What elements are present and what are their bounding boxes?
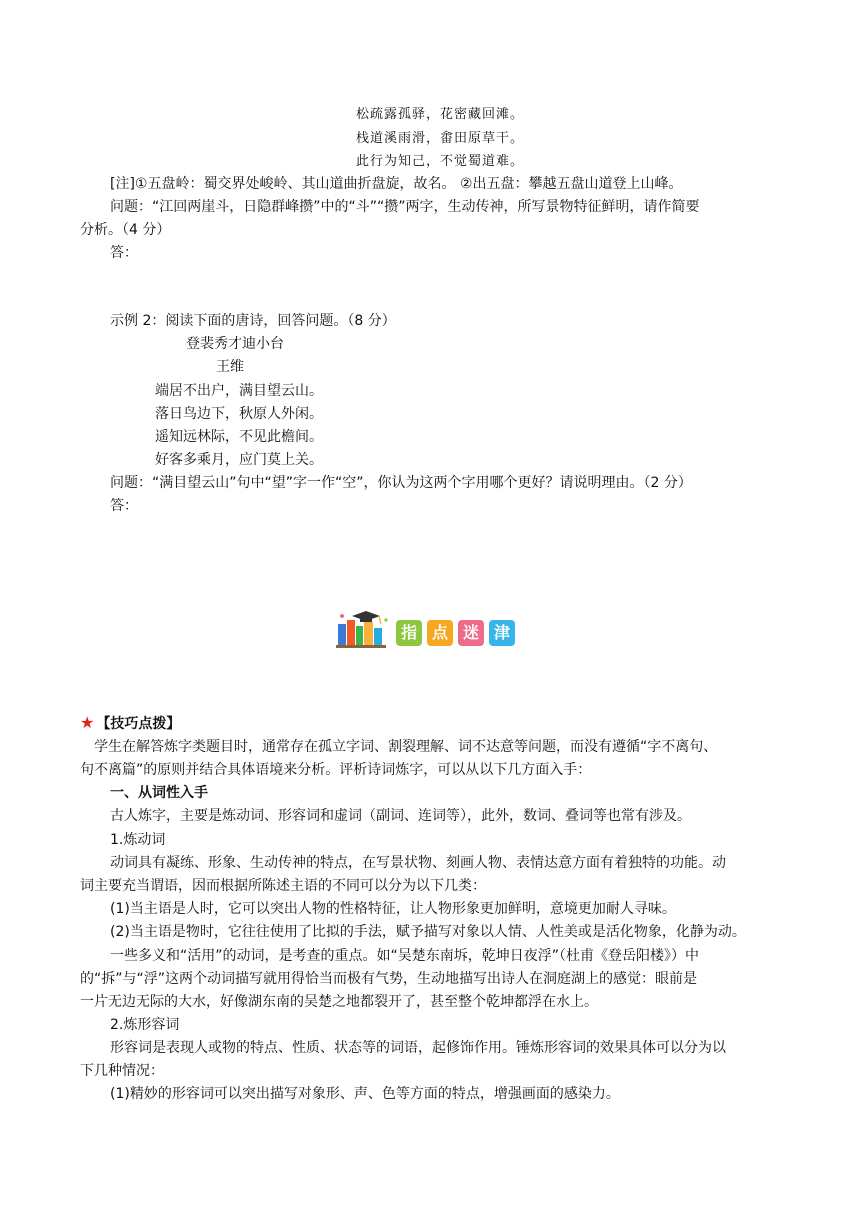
tips-para3-line-2: 词主要充当谓语，因而根据所陈述主语的不同可以分为以下几类： [80,878,486,894]
subheading-adjectives: 2.炼形容词 [110,1017,180,1033]
example2-answer-label: 答： [110,498,138,514]
tips-para5-line-2: 下几种情况： [80,1063,164,1079]
tips-para3-line-1: 动词具有凝练、形象、生动传神的特点，在写景状物、刻画人物、表情达意方面有着独特的功能。动 [110,855,726,871]
tips-para4-line-2: 的“拆”与“浮”这两个动词描写就用得恰当而极有气势，生动地描写出诗人在洞庭湖上的感觉：眼前是 [80,971,698,987]
tips-para2: 古人炼字，主要是炼动词、形容词和虚词（副词、连词等），此外，数词、叠词等也常有涉及。 [110,808,691,824]
badge-char-3: 迷 [458,620,484,646]
badge-char-2: 点 [427,620,453,646]
example2-poem-title: 登裴秀才迪小台 [186,336,284,352]
tips-heading: 【技巧点拨】 [96,716,181,732]
tips-para1-line-1: 学生在解答炼字类题目时，通常存在孤立字词、割裂理解、词不达意等问题，而没有遵循“字不离句、 [94,739,718,755]
example2-question: 问题：“满目望云山”句中“望”字一作“空”，你认为这两个字用哪个更好？请说明理由。（2 分） [110,475,692,491]
subheading-verbs: 1.炼动词 [110,832,166,848]
tips-para1-line-2: 句不离篇”的原则并结合具体语境来分析。评析诗词炼字，可以从以下几方面入手： [80,762,592,778]
question1-answer-label: 答： [110,245,138,261]
tips-item-1: (1)当主语是人时，它可以突出人物的性格特征，让人物形象更加鲜明，意境更加耐人寻味。 [110,901,676,917]
tips-para4-line-1: 一些多义和“活用”的动词，是考查的重点。如“吴楚东南坼，乾坤日夜浮”（杜甫《登岳阳楼》）中 [110,948,700,964]
tips-heading-row [80,712,180,735]
example2-poem-author: 王维 [216,359,244,375]
tips-item-2: (2)当主语是物时，它往往使用了比拟的手法，赋予描写对象以人情、人性美或是活化物象，化静为动。 [110,924,746,940]
section-heading-word-class: 一、从词性入手 [110,785,208,801]
question1-line-1: 问题：“江回两崖斗，日隐群峰攒”中的“斗”“攒”两字，生动传神，所写景物特征鲜明，请作简要 [110,199,700,215]
example2-poem-line-2: 落日鸟边下，秋原人外闲。 [155,406,323,422]
poem1-line-2: 栈道溪雨滑，畬田原草干。 [356,131,525,146]
tips-para4-line-3: 一片无边无际的大水，好像湖东南的吴楚之地都裂开了，甚至整个乾坤都浮在水上。 [80,994,598,1010]
poem1-note: [注]①五盘岭：蜀交界处峻岭、其山道曲折盘旋，故名。 ②出五盘：攀越五盘山道登上山峰。 [110,176,683,192]
tips-item-3: (1)精妙的形容词可以突出描写对象形、声、色等方面的特点，增强画面的感染力。 [110,1086,620,1102]
poem1-line-1: 松疏露孤驿，花密藏回滩。 [356,107,525,122]
guidance-badge [334,604,524,650]
example2-poem-line-3: 遥知远林际，不见此檐间。 [155,429,323,445]
books-graduation-cap-icon [334,610,392,648]
star-icon: ★ [80,713,95,732]
poem1-line-3: 此行为知己，不觉蜀道难。 [356,154,525,169]
tips-para5-line-1: 形容词是表现人或物的特点、性质、状态等的词语，起修饰作用。锤炼形容词的效果具体可以分为以 [110,1040,726,1056]
badge-char-1: 指 [396,620,422,646]
badge-char-4: 津 [489,620,515,646]
example2-intro: 示例 2：阅读下面的唐诗，回答问题。（8 分） [110,313,396,329]
example2-poem-line-4: 好客多乘月，应门莫上关。 [155,452,323,468]
question1-line-2: 分析。（4 分） [80,222,171,238]
example2-poem-line-1: 端居不出户，满目望云山。 [155,383,323,399]
